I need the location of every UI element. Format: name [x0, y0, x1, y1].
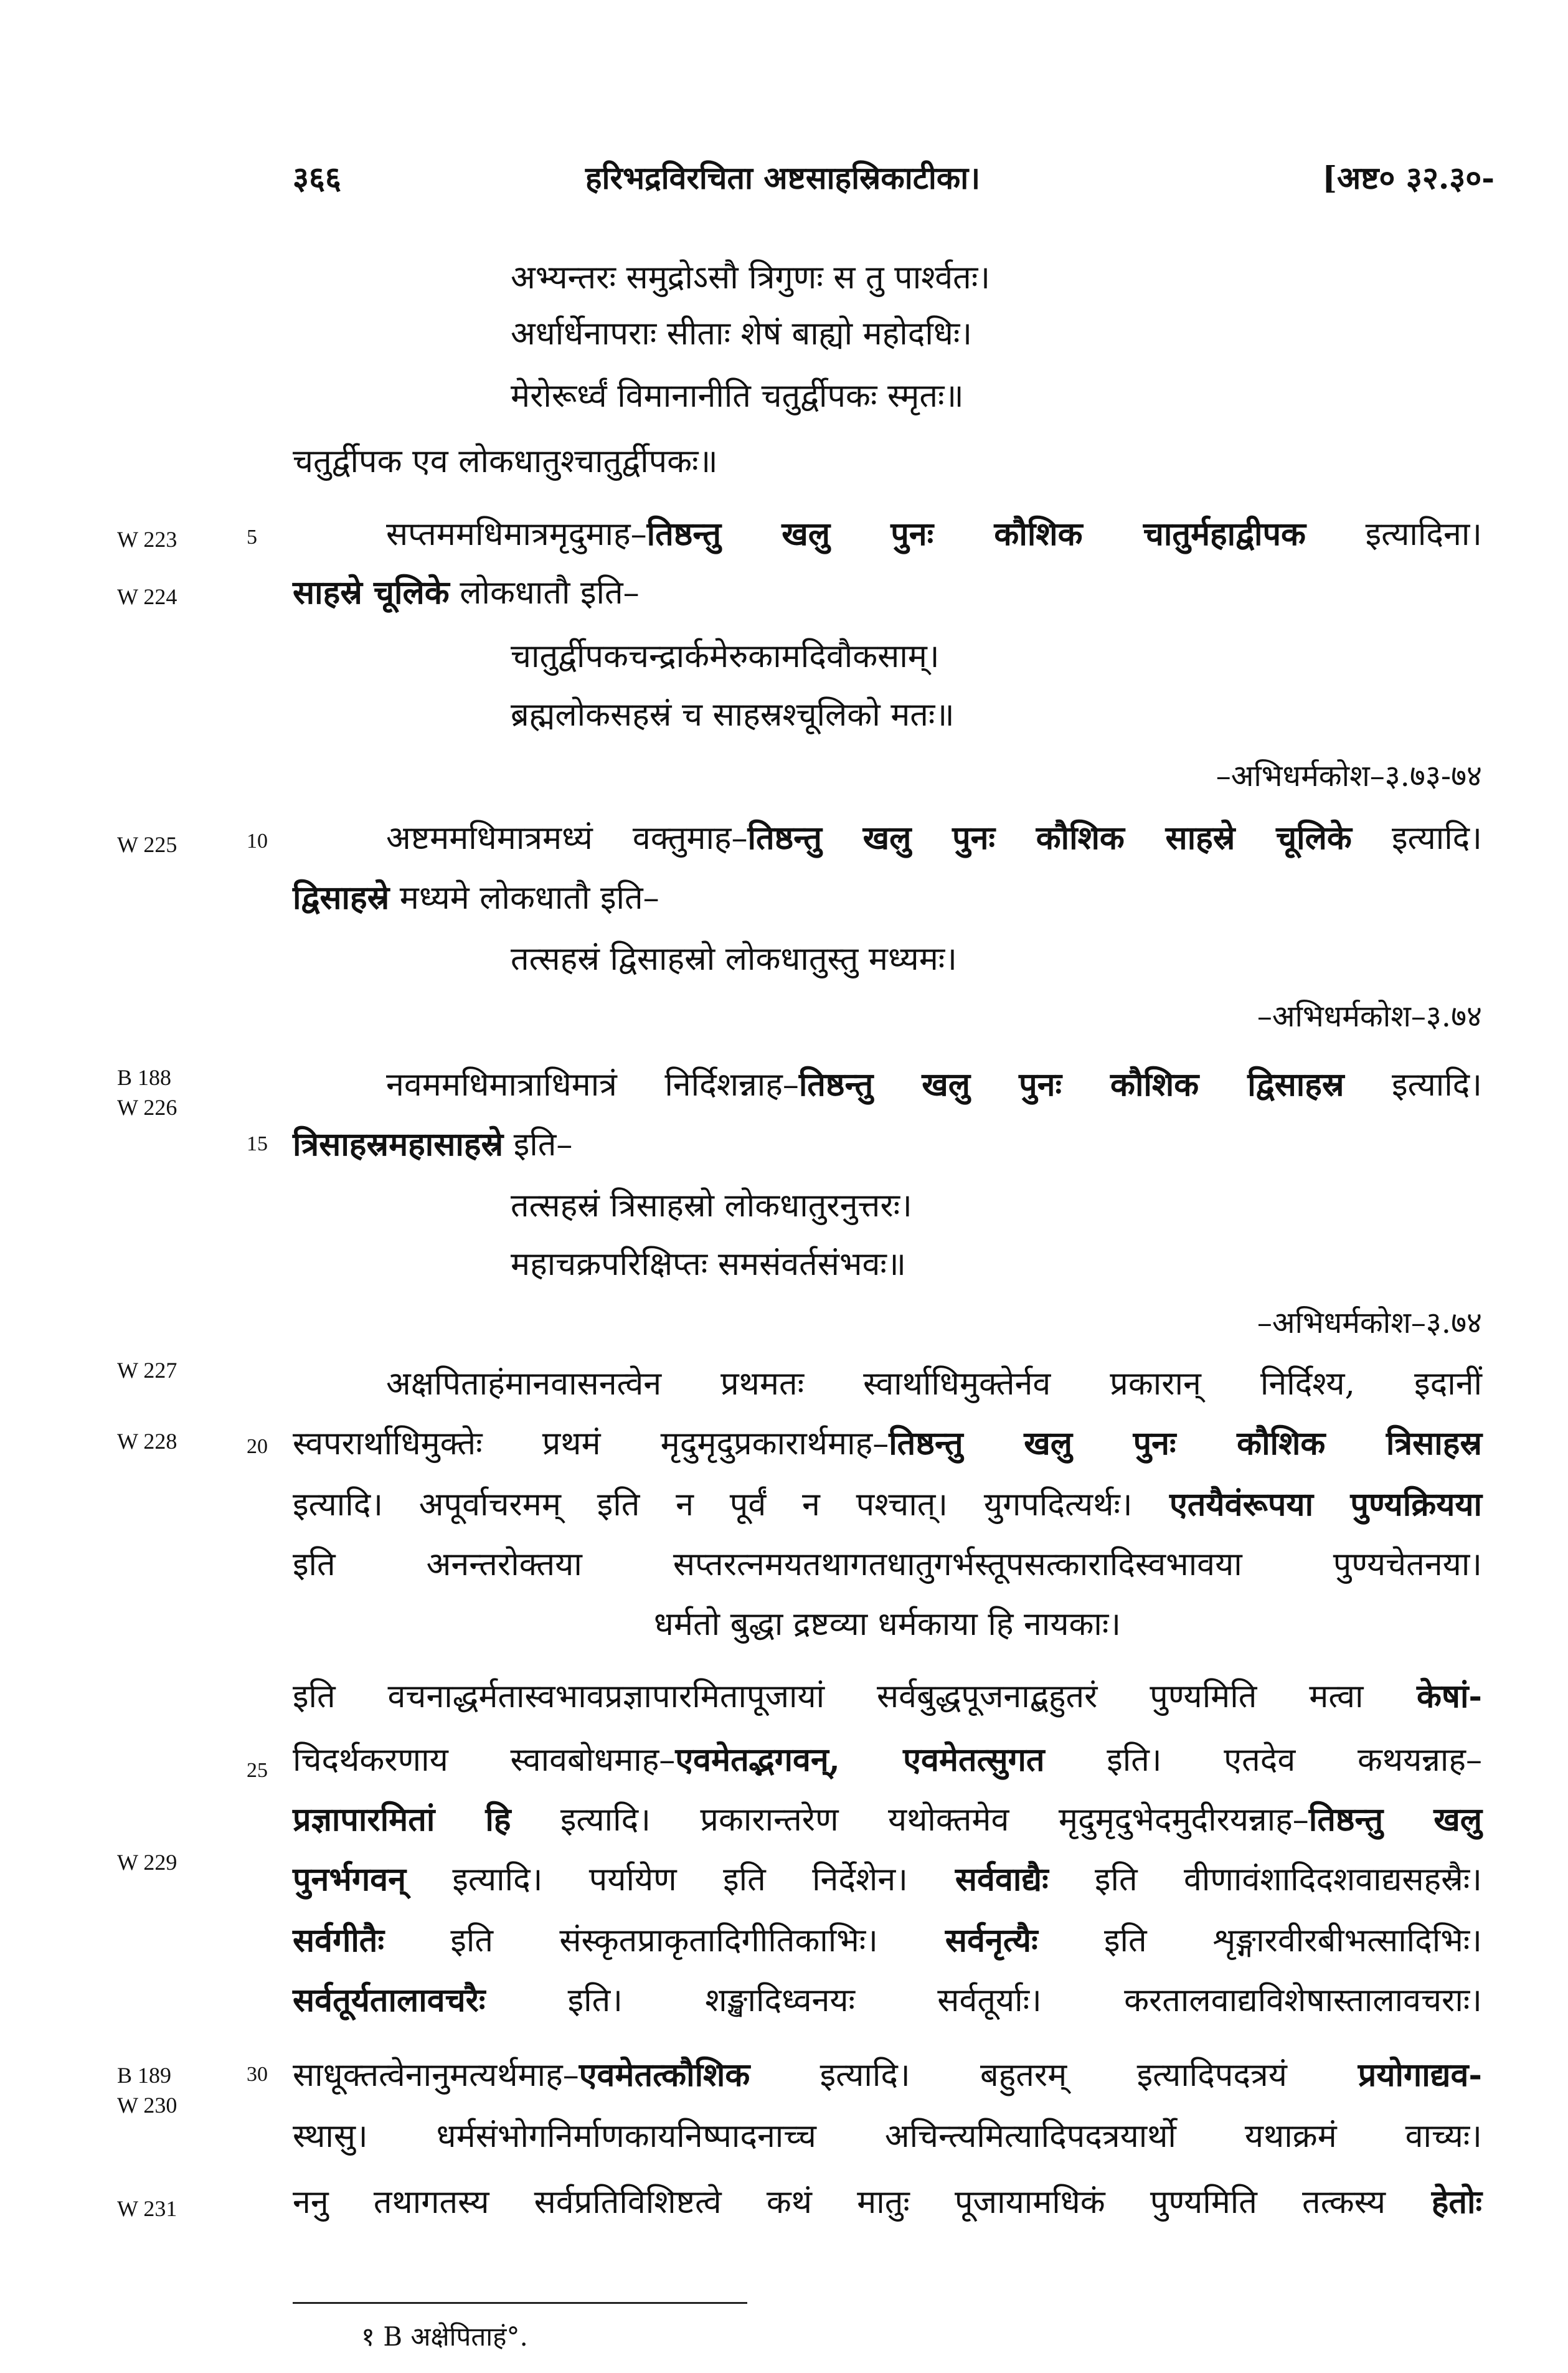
text-line: अक्षपिताहंमानवासनत्वेन प्रथमतः स्वार्थाधिमुक्तेर्नव प्रकारान् निर्दिश्य, इदानीं [386, 1365, 1482, 1403]
text-line: चतुर्द्वीपक एव लोकधातुश्चातुर्द्वीपकः॥ [293, 443, 718, 480]
text-run: इति वीणावंशादिदशवाद्यसहस्रैः। [1048, 1861, 1483, 1898]
text-line: इति अनन्तरोक्तया सप्तरत्नमयतथागतधातुगर्भस्तूपसत्कारादिस्वभावया पुण्यचेतनया। [293, 1546, 1482, 1583]
sutra-quote: तिष्ठन्तु खलु पुनः कौशिक त्रिसाहस्र [889, 1424, 1483, 1462]
line-number: 30 [247, 2063, 268, 2086]
margin-label: W 225 [117, 832, 177, 857]
text-line [293, 879, 1482, 917]
text-run: इत्यादि। [1351, 820, 1482, 857]
text-run: स्वपरार्थाधिमुक्तेः प्रथमं मृदुमृदुप्रकारार्थमाह– [293, 1425, 889, 1462]
text-run: नवममधिमात्राधिमात्रं निर्दिशन्नाह– [386, 1066, 799, 1104]
sutra-quote: पुनर्भगवन् [293, 1860, 407, 1898]
text-line [293, 1677, 1482, 1715]
text-run: इति शृङ्गारवीरबीभत्सादिभिः। [1037, 1922, 1482, 1959]
sutra-quote: एतयैवंरूपया पुण्यक्रियया [1132, 1485, 1482, 1523]
text-run: इत्यादि। [1344, 1066, 1482, 1104]
text-line [293, 2183, 1483, 2221]
text-line [293, 1741, 1482, 1779]
verse-line: ब्रह्मलोकसहस्रं च साहस्रश्चूलिको मतः॥ [511, 696, 955, 734]
verse-line: मेरोरूर्ध्वं विमानानीति चतुर्द्वीपकः स्मृतः॥ [511, 377, 964, 415]
text-run: इति– [503, 1126, 573, 1163]
citation: –अभिधर्मकोश–३.७४ [1257, 1305, 1482, 1340]
margin-label: W 223 [117, 527, 177, 552]
text-line [293, 1424, 1483, 1462]
text-run: इत्यादि। पर्यायेण इति निर्देशेन। [406, 1861, 908, 1898]
verse-line: महाचक्रपरिक्षिप्तः समसंवर्तसंभवः॥ [511, 1246, 907, 1283]
verse-line: अभ्यन्तरः समुद्रोऽसौ त्रिगुणः स तु पार्श्वतः। [511, 259, 991, 296]
margin-label: W 227 [117, 1358, 177, 1383]
margin-label: W 231 [117, 2196, 177, 2221]
sutra-quote: साहस्रे चूलिके [293, 574, 450, 612]
text-run: मध्यमे लोकधातौ इति– [389, 879, 659, 917]
text-run: सप्तममधिमात्रमृदुमाह– [386, 516, 647, 553]
text-run: साधूक्तत्वेनानुमत्यर्थमाह– [293, 2057, 579, 2094]
text-run: लोकधातौ इति– [449, 574, 640, 612]
text-line [386, 515, 1483, 553]
sutra-quote: तिष्ठन्तु खलु पुनः कौशिक साहस्रे चूलिके [747, 819, 1352, 857]
text-line [293, 1485, 1482, 1523]
margin-label: B 188 [117, 1065, 172, 1090]
text-run: अष्टममधिमात्रमध्यं वक्तुमाह– [386, 820, 748, 857]
sutra-quote: एवमेतत्कौशिक [579, 2056, 750, 2094]
sutra-quote: त्रिसाहस्रमहासाहस्रे [293, 1125, 504, 1163]
text-run: इत्यादि। बहुतरम् इत्यादिपदत्रयं [750, 2057, 1287, 2094]
verse-line: धर्मतो बुद्धा द्रष्टव्या धर्मकाया हि नायकाः। [653, 1606, 1122, 1643]
text-line [293, 1921, 1482, 1959]
text-line [293, 1860, 1483, 1898]
text-line: स्थासु। धर्मसंभोगनिर्माणकायनिष्पादनाच्च अचिन्त्यमित्यादिपदत्रयार्थो यथाक्रमं वाच्यः। [293, 2118, 1482, 2155]
sutra-quote: तिष्ठन्तु खलु [1308, 1801, 1482, 1839]
margin-label: W 230 [117, 2093, 177, 2118]
citation: –अभिधर्मकोश–३.७३-७४ [1216, 759, 1482, 793]
verse-line: चातुर्द्वीपकचन्द्रार्कमेरुकामदिवौकसाम्। [511, 638, 940, 675]
text-run: इति वचनाद्धर्मतास्वभावप्रज्ञापारमितापूजायां सर्वबुद्धपूजनाद्बहुतरं पुण्यमिति मत्वा [293, 1678, 1364, 1715]
margin-label: W 226 [117, 1095, 177, 1120]
sutra-quote: तिष्ठन्तु खलु पुनः कौशिक द्विसाहस्र [798, 1066, 1344, 1104]
margin-label: B 189 [117, 2063, 172, 2088]
sutra-quote: सर्वतूर्यतालावचरैः [293, 1981, 486, 2019]
page-header [293, 156, 1495, 212]
footnote: १ B अक्षेपिताहं°. [361, 2321, 528, 2352]
sutra-quote: सर्ववाद्यैः [907, 1860, 1049, 1898]
margin-label: W 224 [117, 584, 177, 609]
line-number: 20 [247, 1435, 268, 1458]
text-line [293, 2056, 1482, 2094]
text-run: इत्यादि। अपूर्वाचरमम् इति न पूर्वं न पश्चात्। युगपदित्यर्थः। [293, 1486, 1133, 1523]
text-run: ननु तथागतस्य सर्वप्रतिविशिष्टत्वे कथं मातुः पूजायामधिकं पुण्यमिति तत्कस्य [293, 2184, 1386, 2221]
text-run: चिदर्थकरणाय स्वावबोधमाह– [293, 1741, 676, 1779]
section-reference: [अष्ट० ३२.३०- [1322, 159, 1495, 196]
text-line [386, 819, 1482, 857]
emphasis: प्रयोगाद्यव- [1287, 2056, 1482, 2094]
line-number: 15 [247, 1132, 268, 1155]
text-line [293, 1981, 1482, 2019]
verse-line: अर्धार्धेनापराः सीताः शेषं बाह्यो महोदधिः। [511, 315, 973, 353]
text-line [293, 1125, 1482, 1163]
line-number: 25 [247, 1759, 268, 1782]
sutra-quote: तिष्ठन्तु खलु पुनः कौशिक चातुर्महाद्वीपक [646, 515, 1306, 553]
text-run: इति। एतदेव कथयन्नाह– [1044, 1741, 1482, 1779]
sutra-quote: द्विसाहस्रे [293, 879, 390, 917]
sutra-quote: एवमेतद्भगवन्, एवमेतत्सुगत [675, 1741, 1045, 1779]
text-line [293, 574, 1482, 612]
text-run: इति संस्कृतप्राकृतादिगीतिकाभिः। [384, 1922, 878, 1959]
citation: –अभिधर्मकोश–३.७४ [1257, 999, 1482, 1034]
verse-line: तत्सहस्रं द्विसाहस्रो लोकधातुस्तु मध्यमः। [511, 940, 958, 978]
line-number: 10 [247, 830, 268, 853]
text-run: इत्यादि। प्रकारान्तरेण यथोक्तमेव मृदुमृदुभेदमुदीरयन्नाह– [511, 1801, 1309, 1839]
text-run: इत्यादिना। [1305, 516, 1483, 553]
footnote-divider [293, 2302, 747, 2304]
sutra-quote: सर्वनृत्यैः [877, 1921, 1038, 1959]
sutra-quote: सर्वगीतैः [293, 1921, 384, 1959]
text-line [293, 1801, 1482, 1839]
line-number: 5 [247, 526, 257, 549]
text-line [386, 1066, 1482, 1104]
verse-line: तत्सहस्रं त्रिसाहस्रो लोकधातुरनुत्तरः। [511, 1187, 912, 1224]
sutra-quote: प्रज्ञापारमितां हि [293, 1801, 511, 1839]
page-number: ३६६ [293, 159, 341, 196]
emphasis: केषां- [1363, 1677, 1482, 1715]
margin-label: W 229 [117, 1850, 177, 1875]
margin-label: W 228 [117, 1429, 177, 1454]
emphasis: हेतोः [1386, 2183, 1483, 2221]
running-title: हरिभद्रविरचिता अष्टसाहस्रिकाटीका। [585, 159, 981, 196]
text-run: इति। शङ्खादिध्वनयः सर्वतूर्याः। करतालवाद्यविशेषास्तालावचराः। [485, 1982, 1482, 2019]
